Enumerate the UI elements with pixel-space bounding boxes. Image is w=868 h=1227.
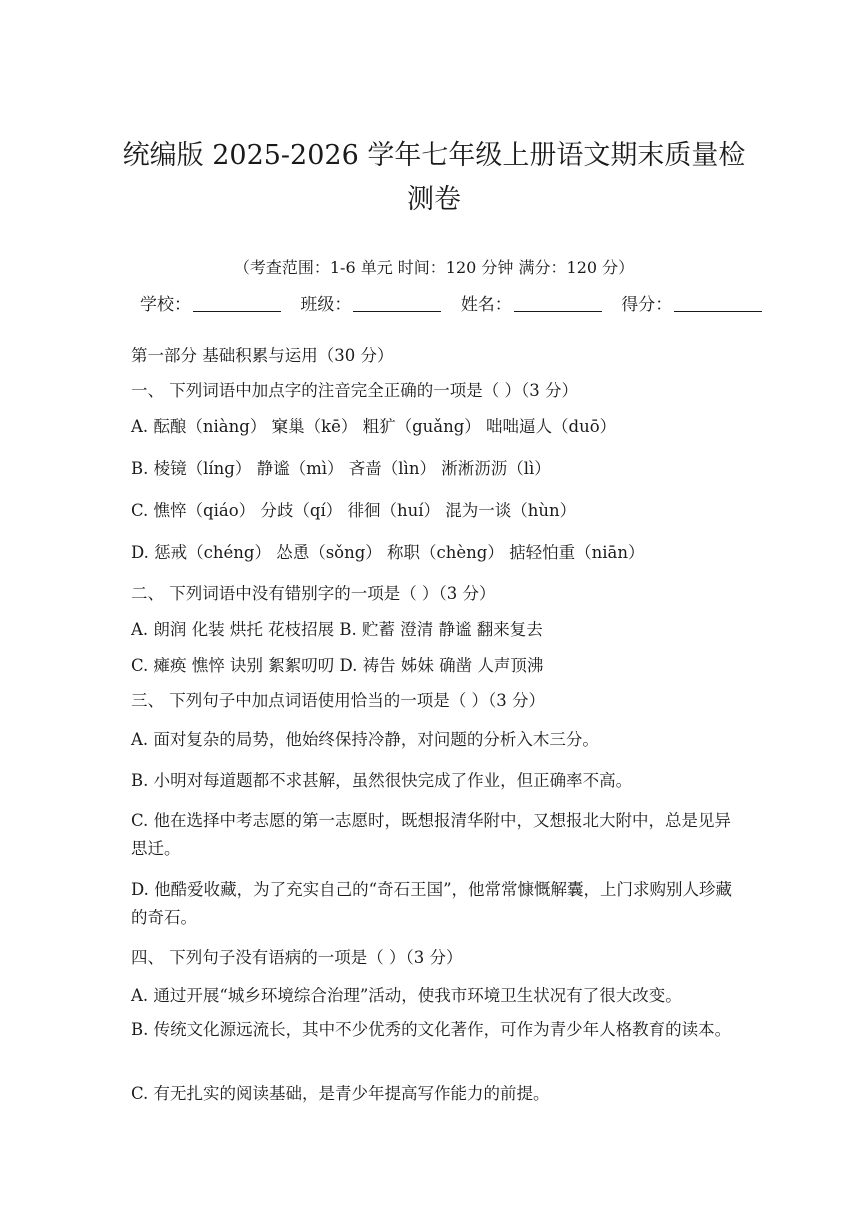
score-blank[interactable] xyxy=(674,295,762,312)
q3-option-a: A. 面对复杂的局势，他始终保持冷静，对问题的分析入木三分。 xyxy=(131,730,599,749)
name-label: 姓名： xyxy=(460,295,512,315)
q1-option-d: D. 惩戒（chéng） 怂恿（sǒng） 称职（chèng） 掂轻怕重（niān） xyxy=(131,543,645,562)
q2-options-ab: A. 朗润 化装 烘托 花枝招展 B. 贮蓄 澄清 静谧 翻来复去 xyxy=(131,620,543,639)
score-label: 得分： xyxy=(621,295,673,315)
name-blank[interactable] xyxy=(514,295,602,312)
class-field[interactable] xyxy=(300,294,441,316)
school-label: 学校： xyxy=(140,295,191,315)
student-info-fields xyxy=(140,294,740,316)
q2-options-cd: C. 瘫痪 憔悴 诀别 絮絮叨叨 D. 祷告 姊妹 确凿 人声顶沸 xyxy=(131,656,544,675)
q3-option-b: B. 小明对每道题都不求甚解，虽然很快完成了作业，但正确率不高。 xyxy=(131,771,633,790)
exam-title-line-1: 统编版 2025-2026 学年七年级上册语文期末质量检 xyxy=(122,140,746,171)
school-field[interactable] xyxy=(140,294,281,316)
q3-option-d: D. 他酷爱收藏，为了充实自己的“奇石王国”，他常常慷慨解囊，上门求购别人珍藏的奇石。 xyxy=(131,880,733,927)
q4-option-c: C. 有无扎实的阅读基础，是青少年提高写作能力的前提。 xyxy=(131,1084,550,1103)
class-label: 班级： xyxy=(300,295,352,315)
name-field[interactable] xyxy=(461,294,602,316)
q1-option-b: B. 棱镜（línɡ） 静谧（mì） 吝啬（lìn） 淅淅沥沥（lì） xyxy=(131,459,551,478)
q3-stem: 三、 下列句子中加点词语使用恰当的一项是（ ）（3 分） xyxy=(131,691,545,710)
school-blank[interactable] xyxy=(193,295,281,312)
part1-heading: 第一部分 基础积累与运用（30 分） xyxy=(131,346,394,365)
score-field[interactable] xyxy=(621,294,762,316)
exam-meta: （考查范围：1-6 单元 时间：120 分钟 满分：120 分） xyxy=(233,258,635,277)
exam-title-line-2: 测卷 xyxy=(407,184,461,215)
q4-stem: 四、 下列句子没有语病的一项是（ ）（3 分） xyxy=(131,948,463,967)
q4-option-a: A. 通过开展“城乡环境综合治理”活动，使我市环境卫生状况有了很大改变。 xyxy=(131,986,682,1005)
q4-option-b: B. 传统文化源远流长，其中不少优秀的文化著作，可作为青少年人格教育的读本。 xyxy=(131,1020,732,1039)
class-blank[interactable] xyxy=(353,295,441,312)
q1-option-c: C. 憔悴（qiáo） 分歧（qí） 徘徊（huí） 混为一谈（hùn） xyxy=(131,501,577,520)
q1-option-a: A. 酝酿（niàng） 窠巢（kē） 粗犷（guǎng） 咄咄逼人（duō） xyxy=(131,417,617,436)
q3-option-c: C. 他在选择中考志愿的第一志愿时，既想报清华附中，又想报北大附中，总是见异思迁。 xyxy=(131,811,732,858)
q1-stem: 一、 下列词语中加点字的注音完全正确的一项是（ ）（3 分） xyxy=(131,381,578,400)
q2-stem: 二、 下列词语中没有错别字的一项是（ ）（3 分） xyxy=(131,584,496,603)
